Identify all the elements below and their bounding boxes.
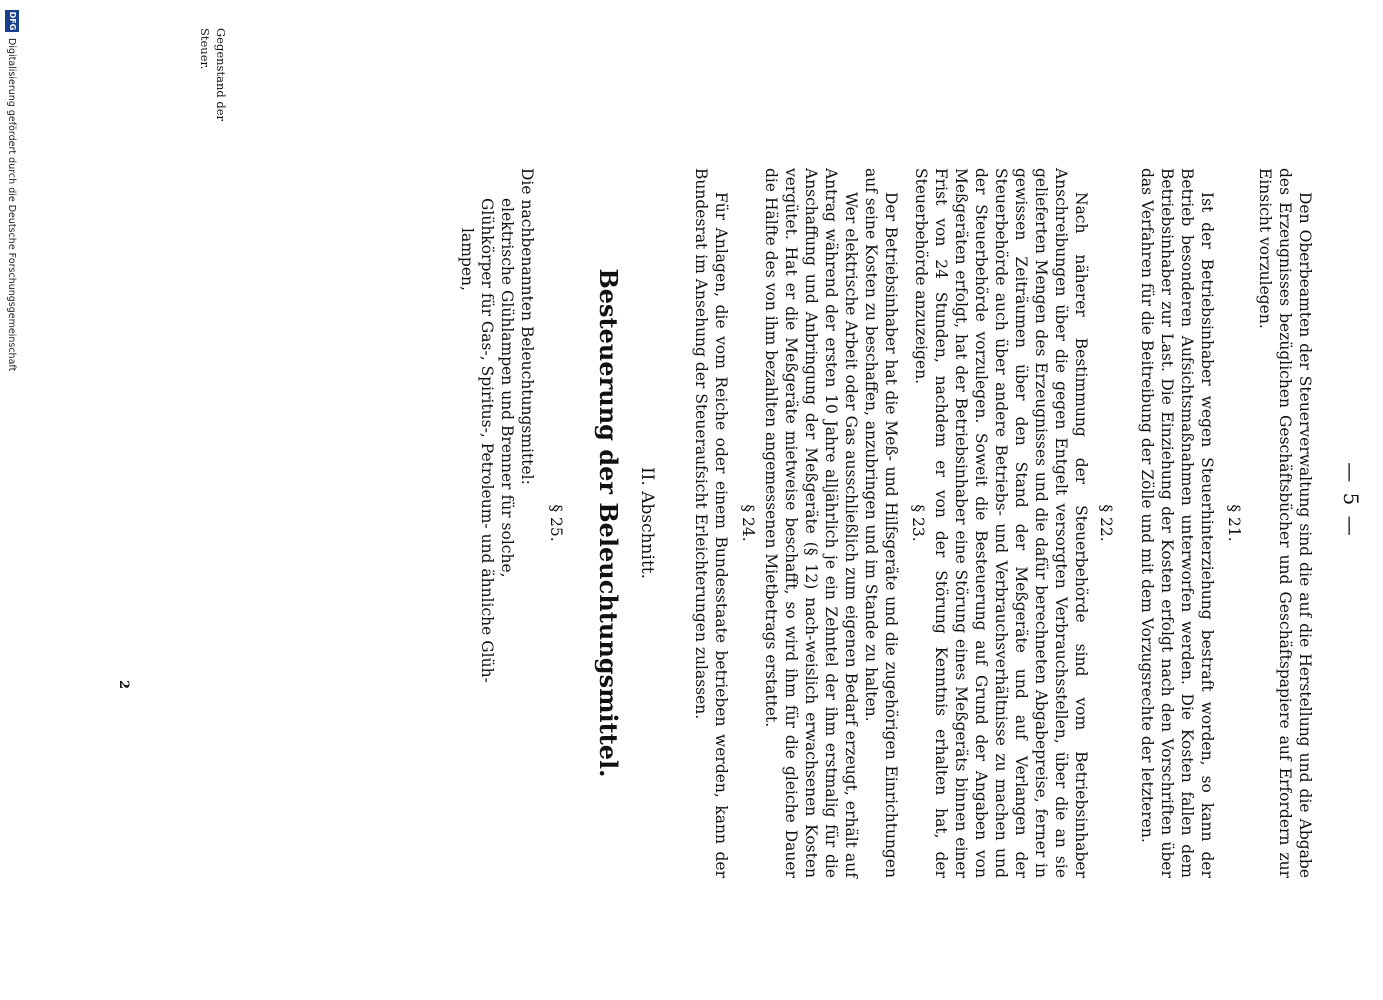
list-item-continuation: lampen, (458, 228, 476, 291)
digitization-footer (0, 0, 24, 1000)
section-23-paragraph-2: Wer elektrische Arbeit oder Gas ausschließlich zum eigenen Bedarf erzeugt, erhält auf Antrag während der ersten 10 Jahre alljährlich je ein Zehntel der ihm erstmalig für die Anschaffung und Anbringung der Meßgeräte (§ 12) nach-weislich erwachsenen Kosten vergütet. Hat er die Meßgeräte mietweise beschafft, so wird ihm für die gleiche Dauer die Hälfte des von ihm bezahlten angemessenen Mietbetrags erstattet. (762, 168, 860, 878)
section-24-text (691, 168, 731, 878)
section-24-heading: § 24. (739, 504, 757, 542)
section-25-heading: § 25. (547, 504, 565, 542)
list-item: elektrische Glühlampen und Brenner für solche, (498, 198, 516, 578)
section-21-heading: § 21. (1225, 504, 1243, 542)
page-number: — 5 — (1339, 462, 1363, 538)
part-heading: II. Abschnitt. (637, 466, 657, 580)
part-title: Besteuerung der Beleuchtungsmittel. (594, 268, 623, 778)
intro-text: Den Oberbeamten der Steuerverwaltung sind die auf die Herstellung und die Abgabe des Erzeugnisses bezüglichen Geschäftsbücher und Geschäftspapiere auf Erfordern zur Einsicht vorzulegen. (1256, 168, 1314, 878)
section-21-paragraph: Ist der Betriebsinhaber wegen Steuerhinterziehung bestraft worden, so kann der Betrieb besonderen Aufsichtsmaßnahmen unterworfen werden. Die Kosten fallen dem Betriebsinhaber zur Last. Die Einziehung der Kosten erfolgt nach den Vorschriften über das Verfahren für die Beitreibung der Zölle und mit dem Vorzugsrechte der letzteren. (1138, 168, 1216, 878)
section-25-list (457, 168, 537, 878)
section-23-heading: § 23. (909, 504, 927, 542)
section-23-paragraph-1: Der Betriebsinhaber hat die Meß- und Hilfsgeräte und die zugehörigen Einrichtungen auf seine Kosten zu beschaffen, anzubringen und im Stande zu halten. (862, 168, 900, 878)
list-item: Glühkörper für Gas-, Spiritus-, Petroleum- und ähnliche Glüh- (478, 198, 496, 683)
section-22-paragraph: Nach näherer Bestimmung der Steuerbehörde sind vom Betriebsinhaber Anschreibungen über die gegen Entgelt versorgten Verbrauchsstellen, über die an sie gelieferten Mengen des Erzeugnisses und die dafür berechneten Abgabepreise, ferner in gewissen Zeiträumen über den Stand der Meßgeräte und auf Verlangen der Steuerbehörde auch über andere Betriebs- und Verbrauchsverhältnisse zu machen und der Steuerbehörde vorzulegen. Soweit die Besteuerung auf Grund der Angaben von Meßgeräten erfolgt, hat der Betriebsinhaber eine Störung eines Meßgeräts binnen einer Frist von 24 Stunden, nachdem er von der Störung Kenntnis erhalten hat, der Steuerbehörde anzuzeigen. (912, 168, 1090, 878)
section-24-paragraph: Für Anlagen, die vom Reiche oder einem Bundesstaate betrieben werden, kann der Bundesrat im Ansehung der Steueraufsicht Erleichterungen zulassen. (692, 168, 730, 878)
section-23-text (761, 168, 901, 878)
section-22-heading: § 22. (1097, 504, 1115, 542)
section-25-lead: Die nachbenannten Beleuchtungsmittel: (518, 168, 536, 485)
footer-text: Digitalisierung gefördert durch die Deutsche Forschungsgemeinschaft (6, 38, 18, 372)
signature-mark: 2 (116, 680, 131, 690)
dfg-logo: DFG (5, 10, 19, 32)
intro-paragraph (1255, 168, 1315, 878)
section-22-text (911, 168, 1091, 878)
margin-note: Gegenstand der Steuer. (198, 28, 228, 122)
section-21-text (1137, 168, 1217, 878)
